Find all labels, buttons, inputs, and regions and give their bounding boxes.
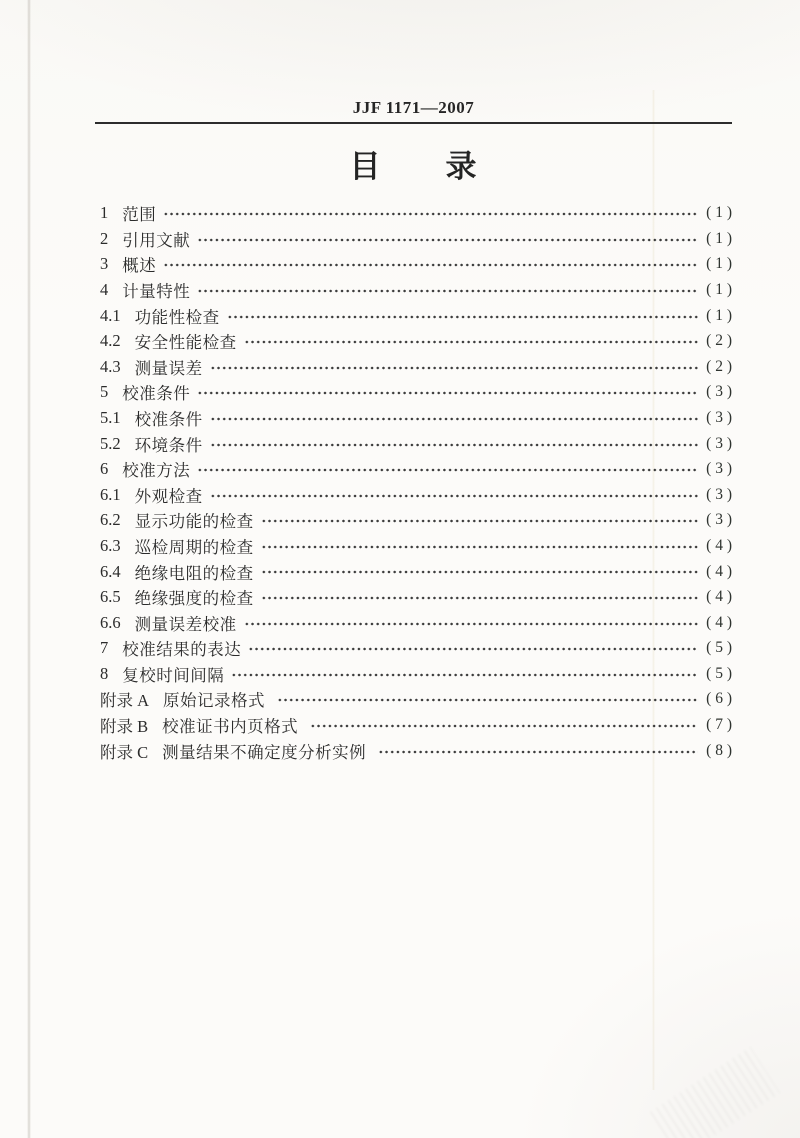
toc-entry-page: ( 4 ) — [706, 536, 732, 554]
toc-entry-title: 原始记录格式 — [163, 691, 270, 711]
toc-entry-number: 6.1 — [100, 484, 121, 504]
toc-entry-title: 引用文献 — [122, 230, 191, 250]
dot-leader — [243, 610, 699, 636]
dot-leader — [196, 277, 698, 303]
toc-entry-page: ( 4 ) — [706, 588, 732, 606]
toc-entry-title: 校准条件 — [134, 409, 203, 429]
toc-entry-page: ( 4 ) — [706, 562, 732, 580]
toc-entry-number: 8 — [100, 663, 109, 683]
dot-leader — [377, 738, 698, 764]
toc-entry-title: 校准方法 — [122, 461, 191, 481]
toc-entry — [100, 559, 732, 585]
toc-entry-page: ( 3 ) — [706, 511, 732, 529]
dot-leader — [260, 559, 699, 585]
toc-entry-title: 绝缘电阻的检查 — [134, 563, 254, 583]
toc-entry-page: ( 1 ) — [706, 229, 732, 247]
toc-entry-page: ( 1 ) — [706, 204, 732, 222]
toc-entry — [100, 533, 732, 559]
toc-entry-page: ( 3 ) — [706, 485, 732, 503]
toc-entry-title: 外观检查 — [134, 486, 203, 506]
toc-entry — [100, 687, 732, 713]
scan-smudge — [650, 1047, 781, 1138]
toc-entry-number: 附录 A — [100, 691, 150, 711]
toc-entry-title: 复校时间间隔 — [122, 665, 225, 685]
dot-leader — [260, 533, 699, 559]
toc-entry — [100, 200, 732, 226]
page-content — [95, 0, 732, 763]
toc-entry-number: 附录 C — [100, 742, 149, 762]
dot-leader — [209, 431, 699, 457]
toc-entry — [100, 712, 732, 738]
toc-entry — [100, 380, 732, 406]
dot-leader — [162, 252, 698, 278]
toc-entry-number: 6.6 — [100, 612, 121, 632]
toc-entry-title: 测量误差 — [134, 358, 203, 378]
toc-entry-number: 4 — [100, 279, 109, 299]
toc-entry-page: ( 1 ) — [706, 255, 732, 273]
toc-entry-title: 范围 — [122, 205, 157, 225]
dot-leader — [260, 584, 699, 610]
toc-entry-page: ( 5 ) — [706, 639, 732, 657]
toc-entry-title: 安全性能检查 — [134, 333, 237, 353]
toc-entry-number: 4.2 — [100, 331, 121, 351]
toc-list — [95, 200, 732, 763]
toc-entry — [100, 405, 732, 431]
toc-entry-page: ( 1 ) — [706, 280, 732, 298]
toc-entry — [100, 738, 732, 764]
toc-entry-page: ( 4 ) — [706, 613, 732, 631]
toc-entry-page: ( 3 ) — [706, 383, 732, 401]
toc-entry-title: 绝缘强度的检查 — [134, 589, 254, 609]
scan-crease-left — [27, 0, 31, 1138]
dot-leader — [247, 635, 698, 661]
dot-leader — [243, 328, 699, 354]
dot-leader — [230, 661, 698, 687]
toc-entry-number: 2 — [100, 228, 109, 248]
toc-entry — [100, 635, 732, 661]
toc-entry — [100, 354, 732, 380]
toc-entry-page: ( 2 ) — [706, 332, 732, 350]
dot-leader — [209, 482, 699, 508]
toc-entry — [100, 482, 732, 508]
dot-leader — [226, 303, 699, 329]
toc-entry — [100, 431, 732, 457]
dot-leader — [196, 380, 698, 406]
toc-entry-page: ( 3 ) — [706, 408, 732, 426]
toc-title: 目 录 — [349, 149, 478, 185]
toc-entry — [100, 226, 732, 252]
toc-entry-title: 校准证书内页格式 — [162, 717, 303, 737]
toc-entry-title: 测量误差校准 — [134, 614, 237, 634]
toc-entry-page: ( 3 ) — [706, 434, 732, 452]
toc-entry-page: ( 6 ) — [706, 690, 732, 708]
dot-leader — [196, 226, 698, 252]
dot-leader — [196, 456, 698, 482]
toc-entry-number: 附录 B — [100, 717, 149, 737]
toc-entry-number: 5 — [100, 382, 109, 402]
dot-leader — [276, 687, 699, 713]
toc-entry-number: 5.2 — [100, 433, 121, 453]
toc-entry-title: 测量结果不确定度分析实例 — [162, 742, 371, 762]
document-number-header: JJF 1171—2007 — [352, 98, 475, 117]
dot-leader — [260, 508, 699, 534]
toc-entry-title: 校准条件 — [122, 384, 191, 404]
toc-entry — [100, 303, 732, 329]
toc-entry — [100, 328, 732, 354]
toc-entry — [100, 456, 732, 482]
toc-entry-number: 1 — [100, 203, 109, 223]
toc-entry-title: 功能性检查 — [134, 307, 220, 327]
toc-entry-number: 4.3 — [100, 356, 121, 376]
dot-leader — [162, 200, 698, 226]
toc-entry — [100, 277, 732, 303]
toc-entry-number: 6 — [100, 459, 109, 479]
toc-entry-title: 计量特性 — [122, 281, 191, 301]
toc-entry — [100, 252, 732, 278]
toc-entry-title: 巡检周期的检查 — [134, 537, 254, 557]
dot-leader — [309, 712, 698, 738]
toc-entry-page: ( 2 ) — [706, 357, 732, 375]
toc-entry-number: 6.2 — [100, 510, 121, 530]
toc-entry-title: 显示功能的检查 — [134, 512, 254, 532]
toc-entry-title: 环境条件 — [134, 435, 203, 455]
toc-entry — [100, 610, 732, 636]
toc-entry — [100, 508, 732, 534]
toc-entry — [100, 661, 732, 687]
toc-entry-number: 3 — [100, 254, 109, 274]
toc-entry-number: 4.1 — [100, 305, 121, 325]
toc-entry-page: ( 8 ) — [706, 741, 732, 759]
dot-leader — [209, 354, 699, 380]
toc-entry-page: ( 7 ) — [706, 716, 732, 734]
toc-entry-number: 5.1 — [100, 407, 121, 427]
header-rule — [95, 122, 732, 124]
toc-entry-page: ( 1 ) — [706, 306, 732, 324]
toc-entry-number: 6.4 — [100, 561, 121, 581]
toc-entry-number: 7 — [100, 638, 109, 658]
toc-entry-number: 6.3 — [100, 535, 121, 555]
toc-entry — [100, 584, 732, 610]
toc-entry-page: ( 5 ) — [706, 664, 732, 682]
toc-entry-number: 6.5 — [100, 587, 121, 607]
toc-entry-page: ( 3 ) — [706, 460, 732, 478]
dot-leader — [209, 405, 699, 431]
toc-entry-title: 概述 — [122, 256, 157, 276]
toc-entry-title: 校准结果的表达 — [122, 640, 242, 660]
